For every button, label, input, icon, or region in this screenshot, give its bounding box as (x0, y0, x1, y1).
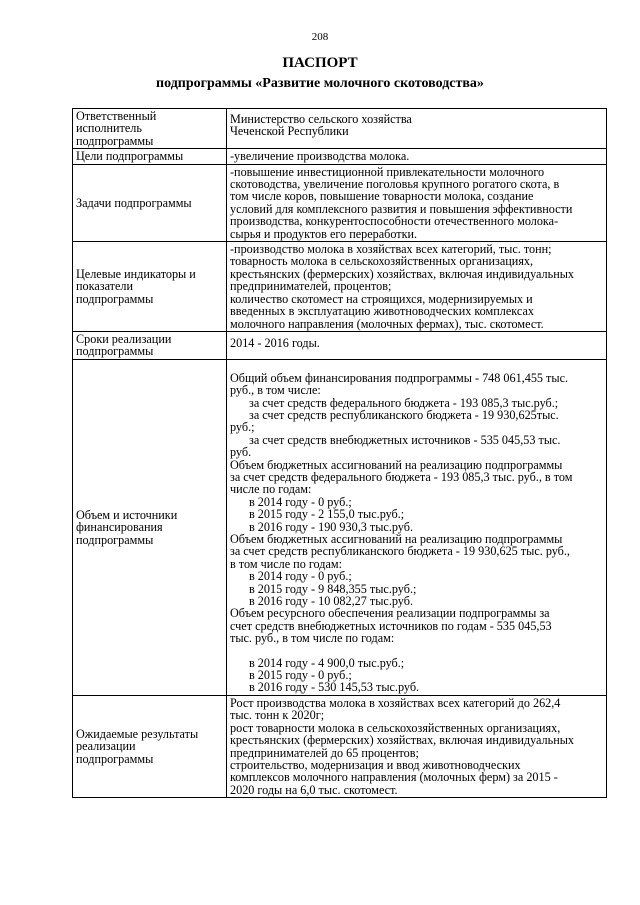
row-value-line: в 2014 году - 0 руб.; (249, 569, 352, 584)
row-label-line: подпрограммы (76, 133, 154, 148)
row-value-line: руб.; (230, 420, 255, 435)
row-label-line: подпрограммы (76, 532, 154, 547)
row-label-cell (73, 164, 227, 241)
row-value-line: Объем бюджетных ассигнований на реализацию подпрограммы (230, 532, 563, 546)
row-value-cell (227, 109, 607, 149)
row-value-cell (227, 695, 607, 797)
row-label-line: Объем и источники (76, 507, 178, 522)
row-label-line: подпрограммы (76, 344, 154, 359)
row-value-line: сырья и продуктов его переработки. (230, 226, 418, 241)
row-value-line: Чеченской Республики (230, 124, 349, 139)
row-value-line: за счет средств республиканского бюджета - 19 930,625тыс. (249, 407, 559, 422)
row-value-line: за счет средств внебюджетных источников - 535 045,53 тыс. (249, 432, 561, 447)
passport-row (73, 149, 607, 164)
row-label-line: подпрограммы (76, 751, 154, 766)
row-label-cell (73, 109, 227, 149)
row-value-line: за счет средств республиканского бюджета - 19 930,625 тыс. руб., (230, 544, 570, 559)
blank-line (230, 645, 603, 657)
row-value-line: предпринимателей до 65 процентов; (230, 745, 419, 760)
row-value-line: в том числе по годам: (230, 556, 342, 571)
passport-row (73, 331, 607, 359)
row-value-line: крестьянских (фермерских) хозяйствах, включая индивидуальных (230, 733, 575, 748)
row-label-line: показатели (76, 279, 134, 294)
row-value-line: 2020 годы на 6,0 тыс. скотомест. (230, 782, 398, 797)
row-value-line: счет средств внебюджетных источников по годам - 535 045,53 (230, 618, 552, 633)
row-value-line: в 2016 году - 530 145,53 тыс.руб. (249, 680, 420, 695)
row-value-line: скотоводства, увеличение поголовья крупного рогатого скота, в (230, 177, 560, 192)
passport-row (73, 164, 607, 241)
row-value-line: том числе коров, повышение товарности молока, создание (230, 189, 534, 204)
row-value-line: в 2015 году - 9 848,355 тыс.руб.; (249, 581, 417, 596)
row-value-line: строительство, модернизация и ввод животноводческих (230, 757, 521, 772)
row-value-line: -увеличение производства молока. (230, 149, 410, 164)
row-value-line: руб. (230, 445, 252, 460)
passport-table (72, 108, 607, 798)
row-label-line: реализации (76, 739, 136, 754)
passport-row (73, 695, 607, 797)
row-label-line: Задачи подпрограммы (76, 195, 192, 210)
document-subtitle: подпрограммы «Развитие молочного скотоводства» (156, 76, 484, 91)
row-value-line: Общий объем финансирования подпрограммы - 748 061,455 тыс. (230, 370, 569, 385)
row-value-line: за счет средств федерального бюджета - 193 085,3 тыс.руб.; (249, 395, 559, 410)
row-value-cell (227, 164, 607, 241)
page-number: 208 (311, 31, 329, 43)
row-value-line: Объем бюджетных ассигнований на реализацию подпрограммы (230, 457, 563, 472)
row-label-cell (73, 331, 227, 359)
row-label-line: Ожидаемые результаты (76, 726, 199, 741)
row-value-line: Министерство сельского хозяйства (230, 112, 412, 126)
row-label-line: исполнитель (76, 121, 142, 136)
row-value-cell (227, 149, 607, 164)
row-value-line: числе по годам: (230, 482, 312, 497)
row-value-line: введенных в эксплуатацию животноводческих комплексах (230, 304, 534, 319)
row-label-line: финансирования (76, 520, 163, 535)
row-value-line: производства, конкурентоспособности отечественного молока- (230, 214, 559, 229)
row-value-line: предпринимателей, процентов; (230, 279, 392, 294)
row-value-line: тыс. тонн к 2020г; (230, 708, 325, 723)
row-value-line: молочного направления (молочных фермах), тыс. скотомест. (230, 316, 544, 331)
row-value-line: руб., в том числе: (230, 383, 321, 398)
row-value-line: Объем ресурсного обеспечения реализации подпрограммы за (230, 606, 550, 621)
row-value-line: в 2014 году - 4 900,0 тыс.руб.; (249, 655, 405, 670)
row-value-line: -повышение инвестиционной привлекательности молочного (230, 164, 545, 179)
row-value-line: -производство молока в хозяйствах всех категорий, тыс. тонн; (230, 242, 552, 257)
row-value-line: условий для комплексного развития и повышения эффективности (230, 201, 573, 216)
document-title: ПАСПОРТ (282, 55, 358, 71)
row-label-cell (73, 242, 227, 332)
row-value-line: в 2016 году - 10 082,27 тыс.руб. (249, 594, 413, 609)
row-value-line: рост товарности молока в сельскохозяйственных организациях, (230, 720, 561, 735)
row-value-line: в 2015 году - 2 155,0 тыс.руб.; (249, 507, 405, 522)
row-value-line: тыс. руб., в том числе по годам: (230, 631, 395, 646)
row-label-line: Ответственный (76, 109, 157, 123)
row-value-line: товарность молока в сельскохозяйственных организациях, (230, 254, 534, 269)
row-value-cell (227, 359, 607, 695)
row-value-line: за счет средств федерального бюджета - 193 085,3 тыс. руб., в том (230, 469, 573, 484)
passport-row (73, 359, 607, 695)
row-label-line: Цели подпрограммы (76, 149, 184, 164)
row-value-line: в 2015 году - 0 руб.; (249, 668, 352, 683)
row-label-line: Сроки реализации (76, 331, 172, 346)
row-value-line: комплексов молочного направления (молочных ферм) за 2015 - (230, 770, 558, 785)
row-value-line: в 2016 году - 190 930,3 тыс.руб. (249, 519, 413, 534)
row-label-cell (73, 359, 227, 695)
row-value-line: в 2014 году - 0 руб.; (249, 494, 352, 509)
row-label-line: Целевые индикаторы и (76, 266, 196, 281)
row-value-line: 2014 - 2016 годы. (230, 335, 320, 350)
row-value-line: крестьянских (фермерских) хозяйствах, включая индивидуальных (230, 266, 575, 281)
row-value-line: количество скотомест на строящихся, модернизируемых и (230, 291, 533, 306)
row-value-cell (227, 242, 607, 332)
row-value-cell (227, 331, 607, 359)
row-label-cell (73, 695, 227, 797)
passport-table-body (73, 109, 607, 798)
passport-row (73, 242, 607, 332)
row-label-cell (73, 149, 227, 164)
row-label-line: подпрограммы (76, 291, 154, 306)
row-value-line: Рост производства молока в хозяйствах всех категорий до 262,4 (230, 695, 561, 710)
passport-row (73, 109, 607, 149)
